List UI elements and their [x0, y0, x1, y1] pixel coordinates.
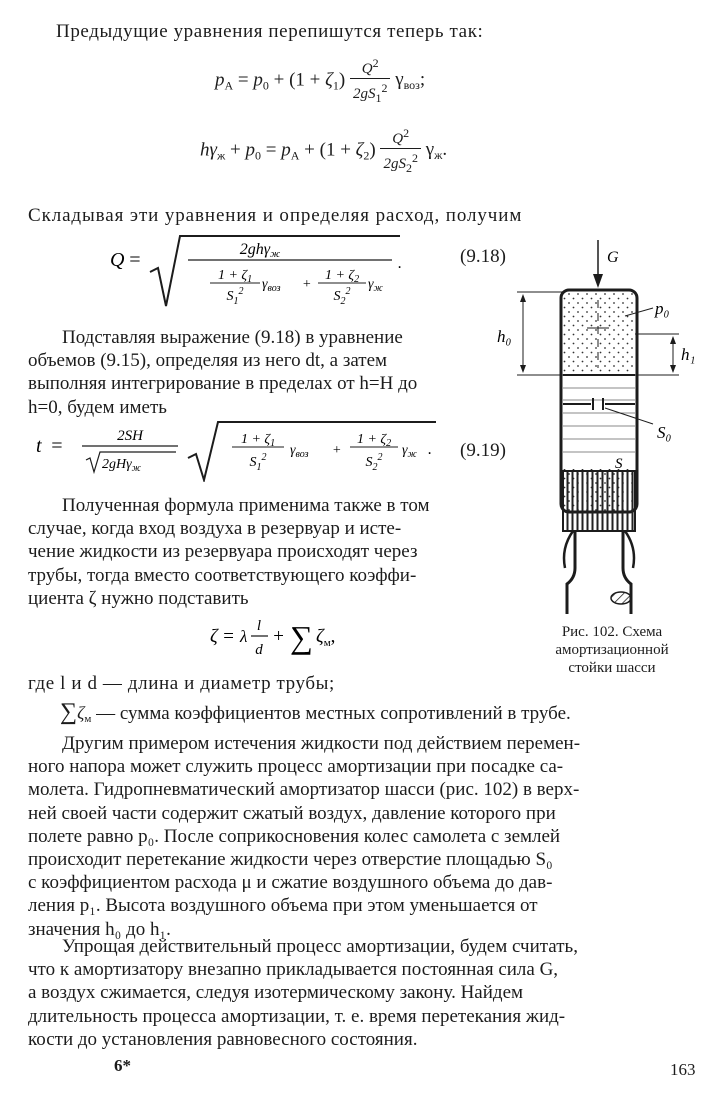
svg-text:γж: $\gamma_ж$ [368, 277, 383, 294]
svg-text:2ghγж: 2ghγж [239, 241, 281, 260]
equation-pa: $p_A = p_0 + (1 + \zeta_1)$ $\frac{Q^2}{2gS_1^2}$ $\gamma_{воз}$; [215, 56, 426, 105]
para-line: молета. Гидропневматический амортизатор шасси (рис. 102) в верх- [28, 779, 580, 801]
page-number: 163 [670, 1060, 696, 1079]
svg-text:d: d [255, 642, 263, 658]
sum-line: ∑ζм — сумма коэффициентов местных сопротивлений в трубе. [60, 699, 571, 725]
svg-text:γж: $\gamma_ж$ [402, 443, 417, 460]
sum-description: — сумма коэффициентов местных сопротивлений в трубе. [96, 703, 571, 724]
para-line: происходит перетекание жидкости через отверстие площадью S₀ [28, 849, 553, 871]
para-line: выполняя интегрирование в пределах от h=H до [28, 373, 418, 395]
para-line: Упрощая действительный процесс амортизации, будем считать, [62, 936, 578, 957]
para-line: объемов (9.15), определяя из него dt, а затем [28, 350, 388, 372]
label-h1: h₁ [681, 345, 696, 364]
figure-shock-absorber [495, 238, 705, 614]
paragraph-landing-example [28, 732, 696, 941]
caption-line: стойки шасси [568, 660, 656, 676]
svg-text:γвоз: $\gamma_{воз}$ [290, 443, 309, 460]
svg-text:ζм,: $\zeta_м$, [316, 626, 336, 649]
svg-text:=: = [128, 249, 142, 271]
para-line: что к амортизатору внезапно прикладывается постоянная сила G, [28, 959, 559, 981]
para-line: Другим примером истечения жидкости под действием перемен- [62, 733, 581, 754]
para-line: h=0, будем иметь [28, 396, 167, 418]
para-line: чение жидкости из резервуара происходят через [28, 541, 418, 563]
para-line: полете равно p₀. После соприкосновения колес самолета с землей [28, 825, 561, 847]
svg-text:t: t [36, 435, 42, 457]
equation-zeta [210, 610, 390, 666]
label-h0: h₀ [497, 327, 512, 346]
where-line: где l и d — длина и диаметр трубы; [28, 673, 335, 694]
para-line: длительность процесса амортизации, т. е. время перетекания жид- [28, 1005, 566, 1027]
caption-line: амортизационной [555, 642, 669, 658]
figure-caption [522, 623, 702, 677]
para-line: с коэффициентом расхода μ и сжатие воздушного объема до дав- [28, 872, 553, 894]
svg-text:Q: Q [110, 249, 125, 271]
svg-text:.: . [398, 255, 402, 272]
para-line: ней своей части содержит сжатый воздух, давление которого при [28, 802, 556, 824]
label-S0: S₀ [657, 423, 672, 442]
sum-intro-line: Складывая эти уравнения и определяя расход, получим [28, 205, 523, 226]
intro-line: Предыдущие уравнения перепишутся теперь так: [56, 21, 484, 42]
para-line: циента ζ нужно подставить [28, 587, 249, 609]
equation-number-9-19: (9.19) [460, 440, 506, 461]
svg-text:2gHγж: 2gHγ$_ж$ [102, 457, 141, 474]
svg-text:.: . [428, 441, 432, 458]
para-line: ления p₁. Высота воздушного объема при этом уменьшается от [28, 895, 538, 917]
equation-h: $h\gamma_ж + p_0 = p_A + (1 + \zeta_2)$ $\frac{Q^2}{2gS_2^2}$ $\gamma_ж$. [200, 126, 448, 175]
paragraph-formula-applicable [28, 494, 516, 610]
svg-text:1 + ζ2: $1 + \zeta_2$ [324, 268, 360, 285]
svg-text:S22: $S_2^2$ [365, 452, 383, 473]
svg-text:λ: λ [240, 627, 248, 646]
caption-line: Рис. 102. Схема [561, 624, 663, 640]
svg-text:ζ: ζ [210, 626, 218, 647]
label-S: S [615, 456, 623, 472]
svg-text:γвоз: $\gamma_{воз}$ [262, 277, 281, 294]
svg-text:S12: $S_1^2$ [249, 452, 267, 473]
svg-text:S12: $S_1^2$ [226, 286, 244, 307]
sum-symbol: ∑ [60, 699, 78, 725]
para-line: Полученная формула применима также в том [62, 495, 430, 516]
label-G: G [607, 249, 619, 266]
paragraph-substitution [28, 326, 516, 419]
svg-text:=: = [50, 435, 64, 457]
equation-9-19 [28, 418, 448, 482]
para-line: ного напора может служить процесс амортизации при посадке са- [28, 756, 564, 778]
svg-text:2SH: 2SH [117, 428, 143, 444]
svg-text:l: l [256, 618, 262, 634]
para-line: Подставляя выражение (9.18) в уравнение [62, 327, 403, 348]
paragraph-simplification [28, 935, 696, 1051]
svg-text:1 + ζ1: $1 + \zeta_1$ [240, 432, 276, 449]
svg-text:=: = [222, 626, 235, 647]
label-p0: p₀ [655, 299, 670, 318]
para-line: а воздух сжимается, следуя изотермическому закону. Найдем [28, 982, 524, 1004]
svg-text:1 + ζ2: $1 + \zeta_2$ [356, 432, 392, 449]
svg-text:+: + [332, 443, 342, 458]
para-line: случае, когда вход воздуха в резервуар и исте- [28, 518, 402, 540]
signature-mark: 6* [114, 1056, 131, 1075]
para-line: кости до установления равновесного состояния. [28, 1028, 418, 1050]
para-line: трубы, тогда вместо соответствующего коэффи- [28, 564, 417, 586]
equation-number-9-18: (9.18) [460, 246, 506, 267]
para-line: значения h₀ до h₁. [28, 918, 171, 940]
svg-text:+: + [302, 277, 312, 292]
equation-9-18 [110, 232, 410, 312]
svg-text:1 + ζ1: $1 + \zeta_1$ [217, 268, 253, 285]
svg-text:S22: $S_2^2$ [333, 286, 351, 307]
svg-text:∑: ∑ [290, 619, 313, 655]
svg-text:+: + [272, 626, 285, 647]
